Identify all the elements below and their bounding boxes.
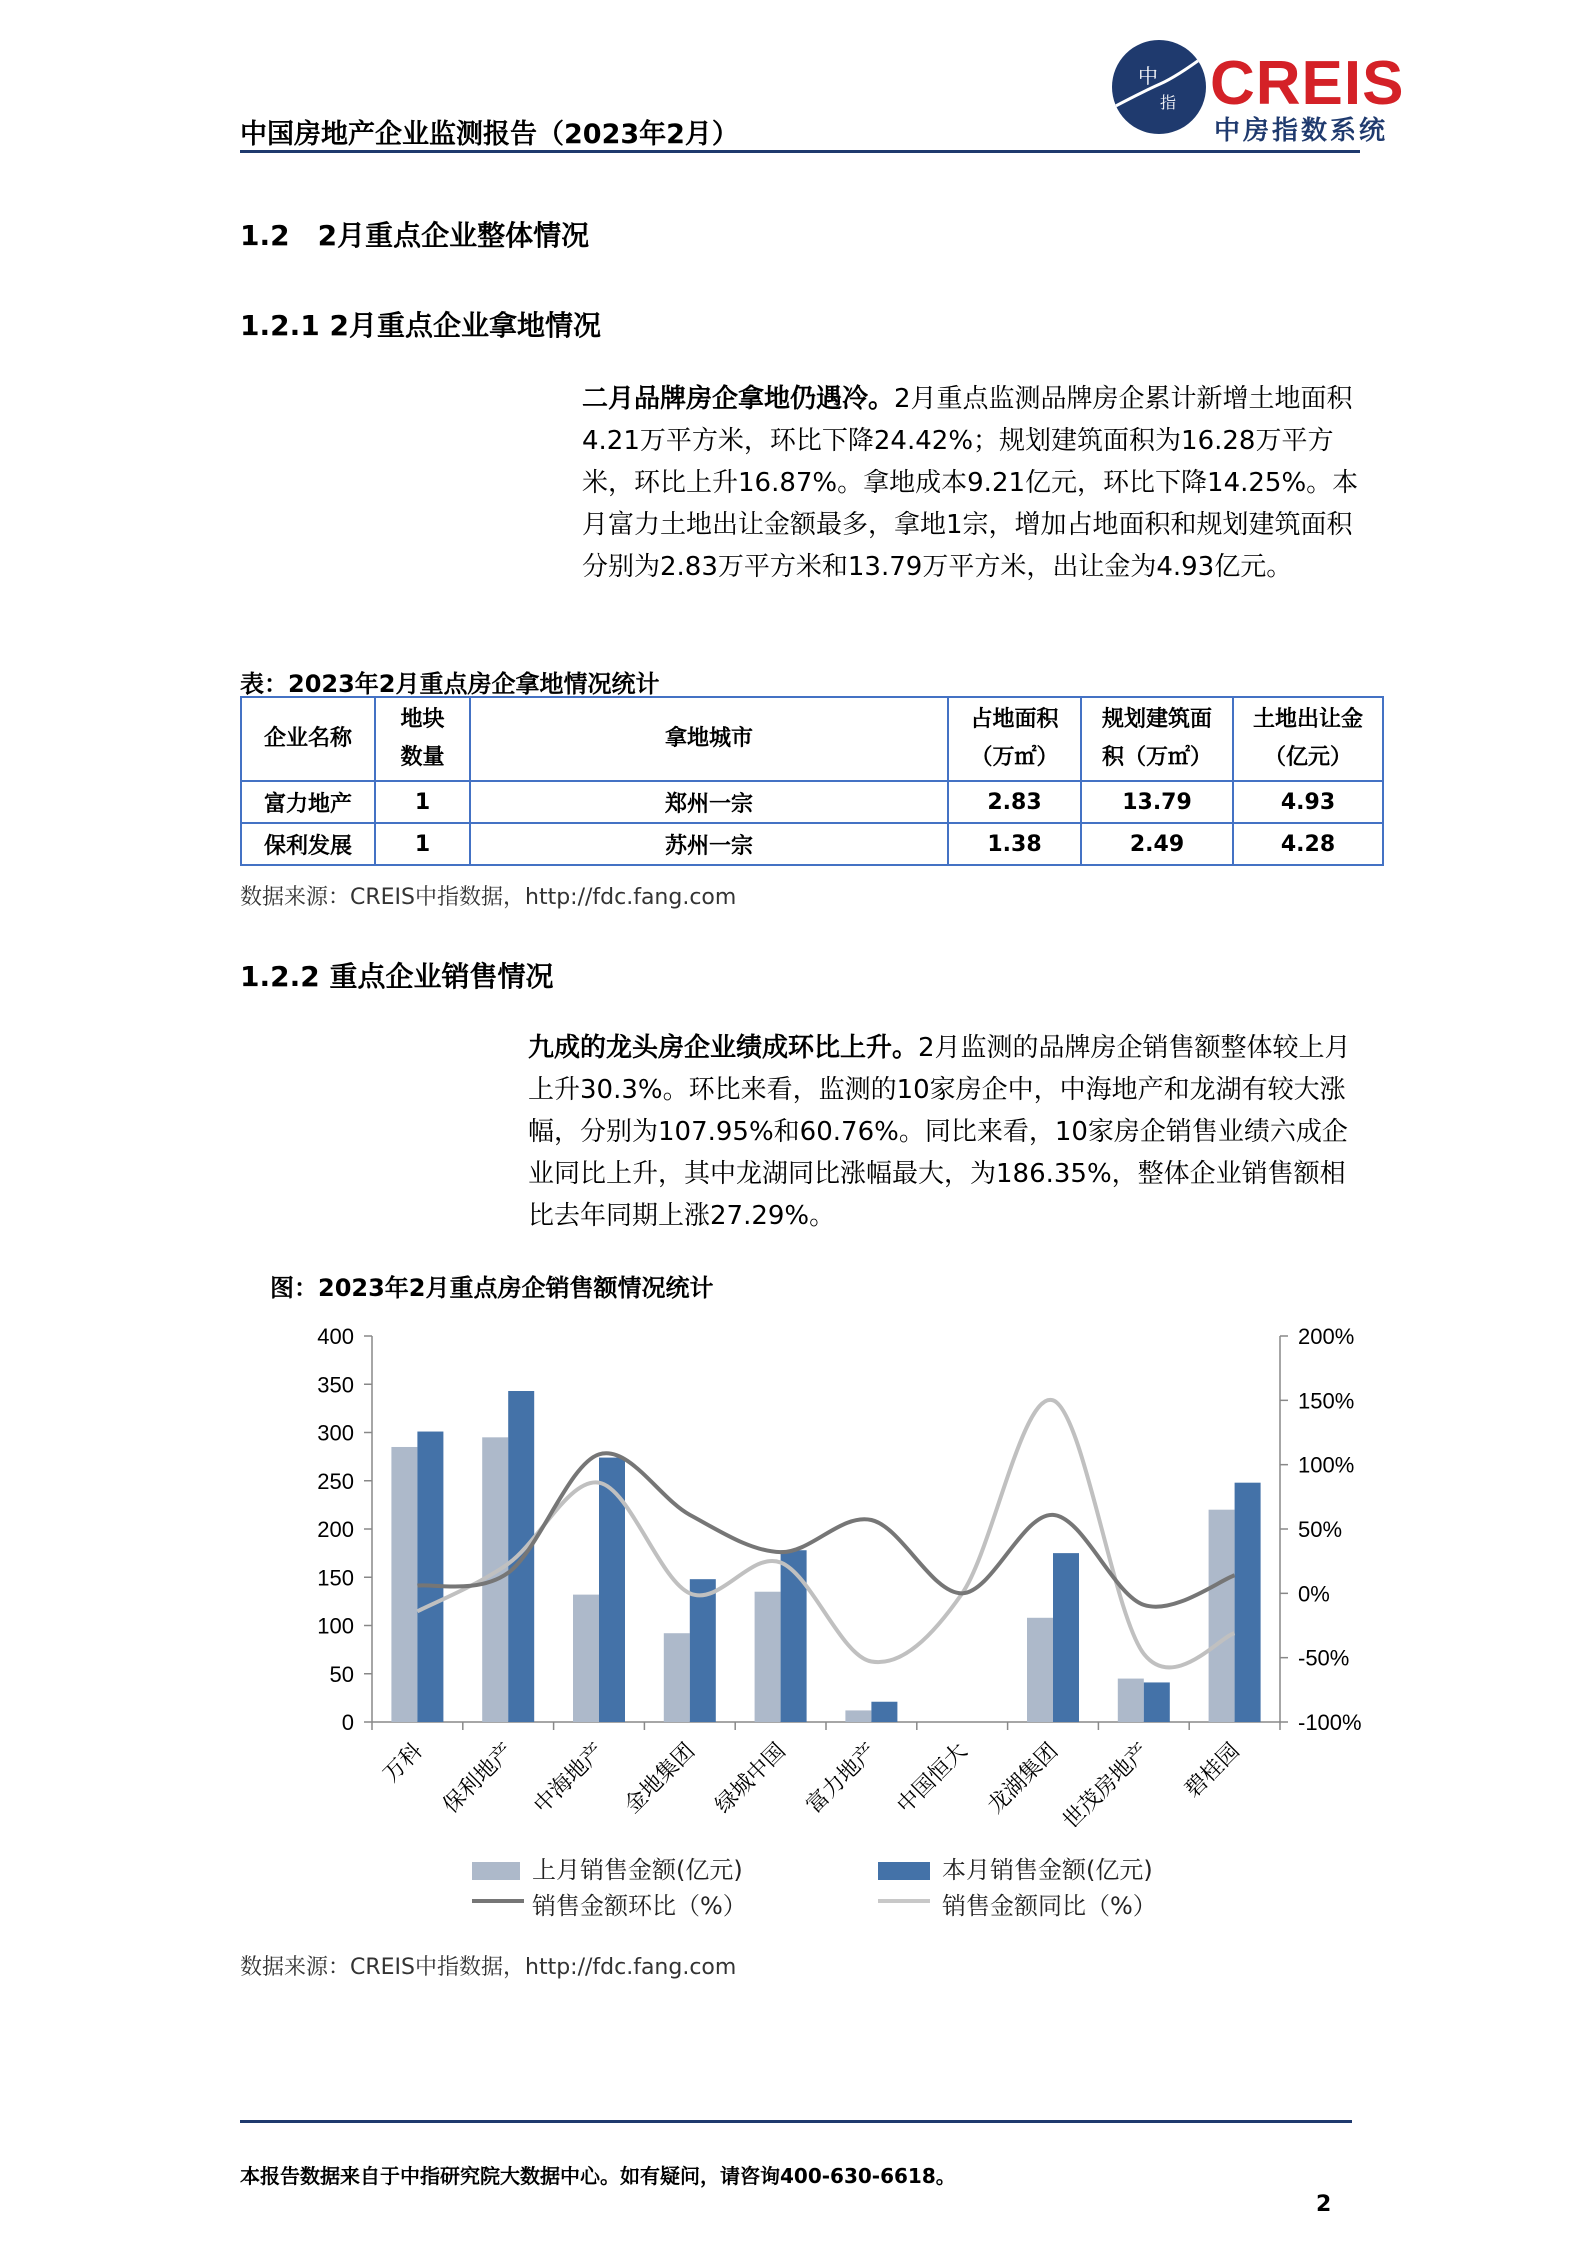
chart-caption: 图：2023年2月重点房企销售额情况统计 bbox=[270, 1274, 714, 1302]
legend-label-prev: 上月销售金额(亿元) bbox=[532, 1856, 743, 1884]
legend-label-curr: 本月销售金额(亿元) bbox=[942, 1856, 1153, 1884]
bar-prev-month bbox=[664, 1633, 690, 1722]
x-tick-label: 中国恒大 bbox=[892, 1738, 973, 1819]
y-tick-label-right: 150% bbox=[1298, 1388, 1355, 1414]
section-heading: 1.2 2月重点企业整体情况 bbox=[240, 219, 590, 252]
bar-curr-month bbox=[508, 1391, 534, 1722]
y-tick-label-left: 350 bbox=[317, 1372, 354, 1398]
th-company: 企业名称 bbox=[241, 697, 375, 781]
cell-fee: 4.28 bbox=[1233, 823, 1383, 865]
th-area: 占地面积 （万㎡） bbox=[948, 697, 1081, 781]
cell-company: 保利发展 bbox=[241, 823, 375, 865]
land-heading: 1.2.1 2月重点企业拿地情况 bbox=[240, 309, 601, 342]
bar-curr-month bbox=[781, 1550, 807, 1722]
y-tick-label-left: 0 bbox=[341, 1710, 354, 1735]
logo-mark-char-2: 指 bbox=[1160, 93, 1177, 112]
chart-legend bbox=[472, 1850, 1472, 1930]
x-tick-label: 富力地产 bbox=[801, 1738, 882, 1819]
y-tick-label-left: 400 bbox=[317, 1324, 354, 1349]
y-tick-label-right: -100% bbox=[1298, 1710, 1362, 1735]
cell-area: 1.38 bbox=[948, 823, 1081, 865]
bar-prev-month bbox=[573, 1595, 599, 1722]
y-tick-label-right: 0% bbox=[1298, 1581, 1330, 1607]
th-build: 规划建筑面 积（万㎡） bbox=[1081, 697, 1233, 781]
bar-curr-month bbox=[1144, 1682, 1170, 1722]
legend-label-mom: 销售金额环比（%） bbox=[532, 1892, 747, 1920]
y-tick-label-left: 200 bbox=[317, 1517, 354, 1542]
sales-lead: 九成的龙头房企业绩成环比上升。 bbox=[528, 1033, 919, 1063]
th-city: 拿地城市 bbox=[470, 697, 948, 781]
bar-curr-month bbox=[690, 1579, 716, 1722]
cell-area: 2.83 bbox=[948, 781, 1081, 823]
sales-heading: 1.2.2 重点企业销售情况 bbox=[240, 960, 554, 993]
page-number: 2 bbox=[1316, 2192, 1332, 2217]
cell-fee: 4.93 bbox=[1233, 781, 1383, 823]
y-tick-label-right: 100% bbox=[1298, 1452, 1355, 1478]
table-caption: 表：2023年2月重点房企拿地情况统计 bbox=[240, 670, 660, 698]
bar-prev-month bbox=[1209, 1510, 1235, 1722]
y-tick-label-left: 50 bbox=[329, 1661, 354, 1687]
logo-subtitle: 中房指数系统 bbox=[1214, 116, 1389, 146]
cell-city: 苏州一宗 bbox=[470, 823, 948, 865]
legend-label-yoy: 销售金额同比（%） bbox=[942, 1892, 1157, 1920]
bar-prev-month bbox=[755, 1592, 781, 1722]
sales-body: 2月监测的品牌房企销售额整体较上月上升30.3%。环比来看，监测的10家房企中，中海地产和龙湖有较大涨幅，分别为107.95%和60.76%。同比来看，10家房企销售业绩六成企业同比上升，其中龙湖同比涨幅最大，为186.35%，整体企业销售额相比去年同期上涨27.29%。 bbox=[528, 1033, 1351, 1231]
x-tick-label: 金地集团 bbox=[620, 1738, 701, 1819]
legend-swatch-curr bbox=[878, 1862, 930, 1880]
cell-company: 富力地产 bbox=[241, 781, 375, 823]
y-tick-label-left: 250 bbox=[317, 1468, 354, 1494]
y-tick-label-left: 150 bbox=[317, 1565, 354, 1591]
y-tick-label-right: 200% bbox=[1298, 1324, 1355, 1349]
y-tick-label-right: -50% bbox=[1298, 1645, 1350, 1671]
x-tick-label: 万科 bbox=[378, 1738, 428, 1788]
bar-curr-month bbox=[417, 1432, 443, 1722]
chart-source: 数据来源：CREIS中指数据，http://fdc.fang.com bbox=[240, 1955, 737, 1980]
bar-prev-month bbox=[391, 1447, 417, 1722]
y-tick-label-left: 300 bbox=[317, 1420, 354, 1446]
th-plots: 地块 数量 bbox=[375, 697, 470, 781]
x-tick-label: 世茂房地产 bbox=[1058, 1738, 1155, 1835]
cell-city: 郑州一宗 bbox=[470, 781, 948, 823]
cell-build: 2.49 bbox=[1081, 823, 1233, 865]
cell-plots: 1 bbox=[375, 823, 470, 865]
cell-build: 13.79 bbox=[1081, 781, 1233, 823]
line-mom bbox=[417, 1453, 1234, 1607]
cell-plots: 1 bbox=[375, 781, 470, 823]
bar-curr-month bbox=[871, 1702, 897, 1722]
legend-swatch-yoy bbox=[878, 1899, 930, 1903]
footer-divider bbox=[240, 2120, 1352, 2123]
x-tick-label: 保利地产 bbox=[438, 1738, 519, 1819]
land-lead: 二月品牌房企拿地仍遇冷。 bbox=[582, 384, 895, 414]
table-source: 数据来源：CREIS中指数据，http://fdc.fang.com bbox=[240, 885, 737, 910]
footer-note: 本报告数据来自于中指研究院大数据中心。如有疑问，请咨询400-630-6618。 bbox=[240, 2164, 956, 2188]
th-fee: 土地出让金 （亿元） bbox=[1233, 697, 1383, 781]
report-title: 中国房地产企业监测报告（2023年2月） bbox=[240, 119, 739, 150]
bar-curr-month bbox=[1053, 1553, 1079, 1722]
land-body: 2月重点监测品牌房企累计新增土地面积4.21万平方米，环比下降24.42%；规划建筑面积为16.28万平方米，环比上升16.87%。拿地成本9.21亿元，环比下降14.25%。本月富力土地出让金额最多，拿地1宗，增加占地面积和规划建筑面积分别为2.83万平方米和13.79万平方米，出让金为4.93亿元。 bbox=[582, 384, 1359, 582]
y-tick-label-right: 50% bbox=[1298, 1517, 1343, 1542]
logo-mark-char-1: 中 bbox=[1138, 64, 1158, 88]
x-tick-label: 碧桂园 bbox=[1180, 1738, 1245, 1803]
bar-prev-month bbox=[1118, 1679, 1144, 1722]
bar-prev-month bbox=[1027, 1618, 1053, 1722]
x-tick-label: 绿城中国 bbox=[710, 1738, 791, 1819]
bar-prev-month bbox=[845, 1710, 871, 1722]
x-tick-label: 中海地产 bbox=[529, 1738, 610, 1819]
bar-curr-month bbox=[1235, 1483, 1261, 1722]
x-tick-label: 龙湖集团 bbox=[983, 1738, 1064, 1819]
logo-brand: CREIS bbox=[1210, 49, 1405, 118]
y-tick-label-left: 100 bbox=[317, 1613, 354, 1639]
legend-swatch-prev bbox=[472, 1862, 520, 1880]
legend-swatch-mom bbox=[472, 1899, 524, 1903]
